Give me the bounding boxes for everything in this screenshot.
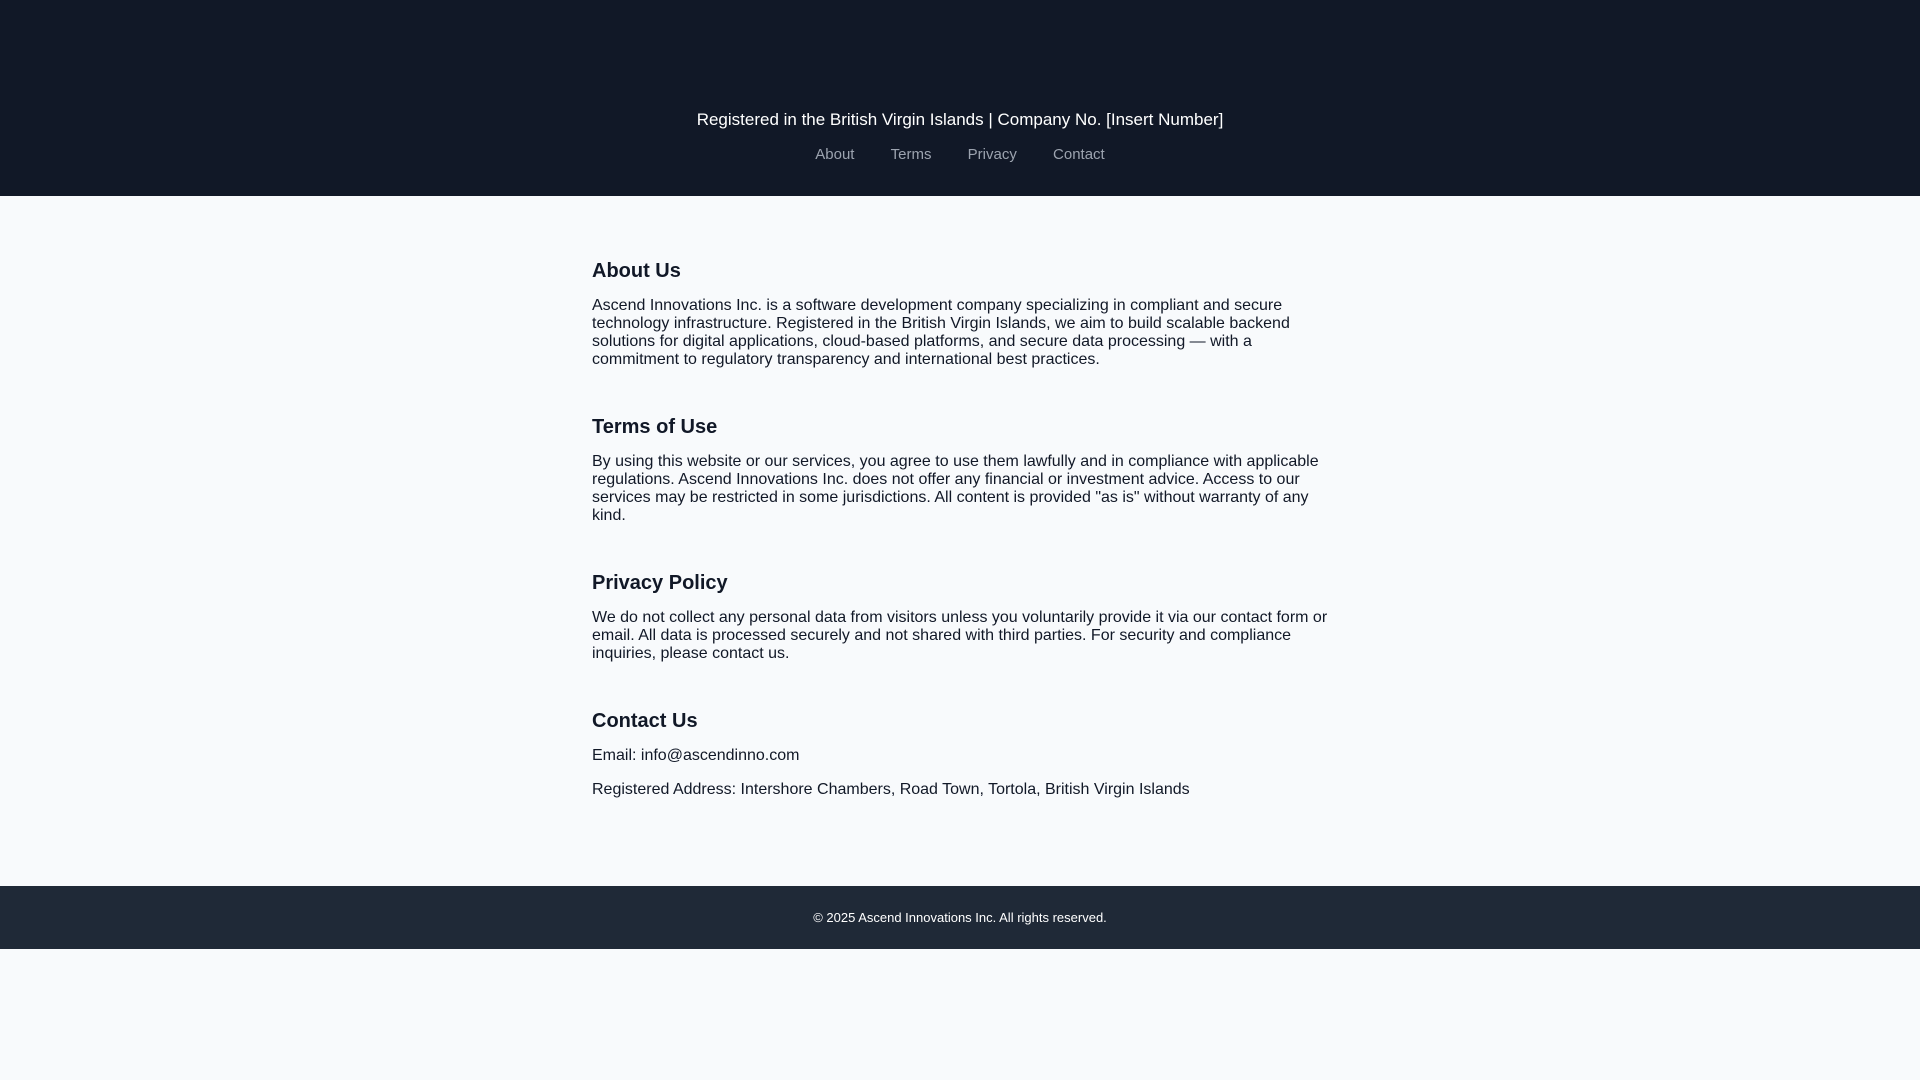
contact-address: Registered Address: Intershore Chambers, Road Town, Tortola, British Virgin Islands [592,781,1190,798]
main-nav [0,146,1920,164]
nav-link-privacy[interactable]: Privacy [967,146,1017,163]
privacy-body: We do not collect any personal data from visitors unless you voluntarily provide it via our contact form or email. All data is processed securely and not shared with third parties. For security and compliance inquiries, please contact us. [592,609,1328,662]
about-heading: About Us [592,260,681,282]
terms-section [592,415,1332,525]
privacy-section [592,571,1332,663]
terms-body: By using this website or our services, you agree to use them lawfully and in compliance with applicable regulations. Ascend Innovations Inc. does not offer any financial or investment advice. Access to our services may be restricted in some jurisdictions. All content is provided "as is" without warranty of any kind. [592,453,1319,524]
site-footer [0,886,1920,949]
privacy-heading: Privacy Policy [592,572,728,594]
main-content [592,259,1332,799]
site-header [0,0,1920,196]
terms-heading: Terms of Use [592,416,718,438]
about-body: Ascend Innovations Inc. is a software development company specializing in compliant and secure technology infrastructure. Registered in the British Virgin Islands, we aim to build scalable backend solutions for digital applications, cloud-based platforms, and secure data processing — with a commitment to regulatory transparency and international best practices. [592,297,1290,368]
contact-email: Email: info@ascendinno.com [592,747,800,764]
contact-section [592,709,1332,799]
nav-link-terms[interactable]: Terms [890,146,932,163]
nav-link-about[interactable]: About [815,146,855,163]
contact-heading: Contact Us [592,710,698,732]
nav-link-contact[interactable]: Contact [1053,146,1105,163]
copyright-text: © 2025 Ascend Innovations Inc. All rights reserved. [813,910,1107,925]
registration-tagline: Registered in the British Virgin Islands | Company No. [Insert Number] [696,110,1224,129]
about-section [592,259,1332,369]
